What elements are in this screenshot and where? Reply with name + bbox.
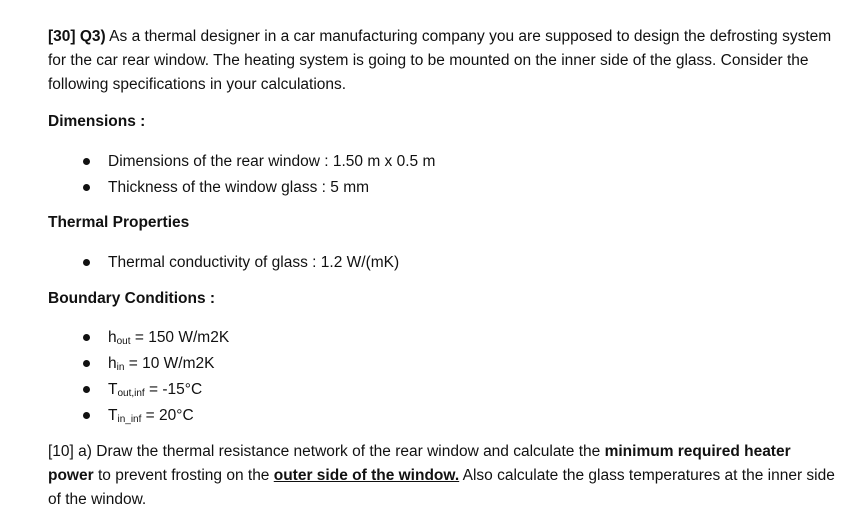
thermal-properties-list	[0, 250, 399, 276]
thermal-properties-heading: Thermal Properties	[48, 214, 190, 231]
question-text: As a thermal designer in a car manufacturing company you are supposed to design the defrosting system for the car rear window. The heating system is going to be mounted on the inner side of the glass. Consider the following specifications in your calculations.	[48, 28, 832, 93]
boundary-conditions-list	[0, 325, 229, 429]
list-item: Thickness of the window glass : 5 mm	[0, 175, 435, 201]
list-item: $T_{in\_inf} = 20^\circ C$	[0, 403, 229, 429]
bullet-icon	[83, 259, 90, 266]
boundary-conditions-heading: Boundary Conditions :	[48, 290, 216, 307]
bullet-icon	[83, 184, 90, 191]
subquestion-a: [10] a) Draw the thermal resistance network of the rear window and calculate the minimum required heater power to prevent frosting on the outer side of the window. Also calculate the glass temperatures at the inner side of the window.	[48, 443, 835, 508]
dimensions-heading: Dimensions :	[48, 113, 146, 130]
list-item: $h_{in} = 10$ W/m2K	[0, 351, 229, 377]
dimensions-list	[0, 149, 435, 201]
list-item: $T_{out,inf} = -15^\circ C$	[0, 377, 229, 403]
question-marks: [30] Q3)	[48, 28, 106, 45]
list-item: Thermal conductivity of glass : 1.2 W/(mK)	[0, 250, 399, 276]
emphasis-text: minimum required heater power	[48, 443, 791, 484]
bullet-icon	[83, 158, 90, 165]
underlined-text: outer side of the window.	[273, 467, 460, 484]
list-item: $h_{out} = 150$ W/m2K	[0, 325, 229, 351]
question-intro	[48, 25, 838, 97]
bullet-icon	[83, 360, 90, 367]
bullet-icon	[83, 334, 90, 341]
list-item: Dimensions of the rear window : 1.50 m x 0.5 m	[0, 149, 435, 175]
bullet-icon	[83, 412, 90, 419]
bullet-icon	[83, 386, 90, 393]
subquestion-marks: [10] a)	[48, 443, 92, 460]
